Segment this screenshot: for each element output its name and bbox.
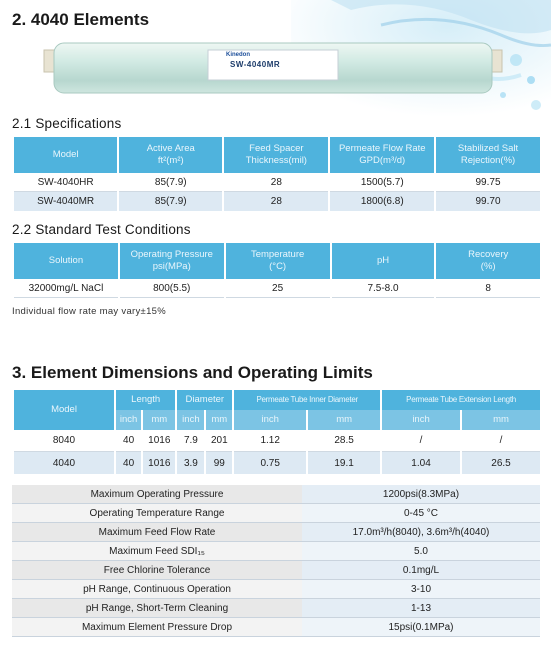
- dim-header-length: Length: [116, 390, 175, 410]
- spec-header-permeate-flow: Permeate Flow Rate GPD(m³/d): [330, 137, 434, 173]
- table-cell: SW-4040MR: [14, 192, 117, 211]
- operating-limits-table: [12, 485, 540, 637]
- dim-header-model: Model: [14, 390, 114, 430]
- table-cell: 1.12: [234, 430, 306, 452]
- test-conditions-table: [12, 243, 542, 298]
- table-cell: 40: [116, 430, 141, 452]
- specifications-table: [12, 137, 542, 211]
- spec-header-salt-rejection: Stabilized Salt Rejection(%): [436, 137, 540, 173]
- table-cell: 25: [226, 279, 330, 298]
- dim-header-permeate-extension-length: Permeate Tube Extension Length: [382, 390, 540, 410]
- limit-label: Maximum Operating Pressure: [12, 485, 302, 504]
- table-row: [12, 504, 540, 523]
- table-row: [14, 279, 540, 298]
- membrane-label-brand: Kinedon: [226, 52, 250, 58]
- test-header-temperature: Temperature (°C): [226, 243, 330, 279]
- table-cell: 1500(5.7): [330, 173, 434, 192]
- table-cell: 201: [206, 430, 232, 452]
- table-cell: 32000mg/L NaCl: [14, 279, 118, 298]
- membrane-label-model: SW-4040MR: [230, 60, 281, 69]
- specifications-title: 2.1 Specifications: [12, 116, 122, 131]
- limit-label: pH Range, Continuous Operation: [12, 580, 302, 599]
- table-cell: 1016: [143, 430, 175, 452]
- limit-value: 15psi(0.1MPa): [302, 618, 540, 637]
- table-row: [14, 192, 540, 211]
- limit-value: 17.0m³/h(8040), 3.6m³/h(4040): [302, 523, 540, 542]
- unit-mm: mm: [308, 410, 380, 430]
- dim-header-permeate-inner-diameter: Permeate Tube Inner Diameter: [234, 390, 380, 410]
- table-cell: 800(5.5): [120, 279, 224, 298]
- table-cell: 28: [224, 173, 328, 192]
- table-cell: 7.9: [177, 430, 204, 452]
- table-cell: 99.70: [436, 192, 540, 211]
- limit-value: 0.1mg/L: [302, 561, 540, 580]
- table-row: [14, 452, 540, 474]
- test-conditions-title: 2.2 Standard Test Conditions: [12, 222, 191, 237]
- dimensions-table: [12, 390, 542, 474]
- table-cell: 1800(6.8): [330, 192, 434, 211]
- limit-value: 5.0: [302, 542, 540, 561]
- test-header-recovery: Recovery (%): [436, 243, 540, 279]
- section-3-title: 3. Element Dimensions and Operating Limits: [12, 363, 373, 382]
- membrane-element-image: [38, 40, 508, 98]
- table-row: [12, 523, 540, 542]
- test-header-ph: pH: [332, 243, 435, 279]
- test-header-solution: Solution: [14, 243, 118, 279]
- unit-mm: mm: [206, 410, 232, 430]
- limit-label: Maximum Feed SDI₁₅: [12, 542, 302, 561]
- table-cell: 99: [206, 452, 232, 474]
- table-cell: 26.5: [462, 452, 540, 474]
- table-cell: SW-4040HR: [14, 173, 117, 192]
- limit-label: Maximum Element Pressure Drop: [12, 618, 302, 637]
- dim-header-diameter: Diameter: [177, 390, 232, 410]
- limit-label: pH Range, Short-Term Cleaning: [12, 599, 302, 618]
- table-cell: /: [382, 430, 460, 452]
- limit-value: 0-45 °C: [302, 504, 540, 523]
- unit-inch: inch: [382, 410, 460, 430]
- limit-value: 1200psi(8.3MPa): [302, 485, 540, 504]
- spec-header-feed-spacer: Feed Spacer Thickness(mil): [224, 137, 328, 173]
- table-cell: 4040: [14, 452, 114, 474]
- limit-value: 3-10: [302, 580, 540, 599]
- limit-label: Operating Temperature Range: [12, 504, 302, 523]
- table-cell: 85(7.9): [119, 192, 222, 211]
- unit-inch: inch: [177, 410, 204, 430]
- table-cell: 8: [436, 279, 540, 298]
- limit-label: Maximum Feed Flow Rate: [12, 523, 302, 542]
- table-cell: 99.75: [436, 173, 540, 192]
- unit-inch: inch: [116, 410, 141, 430]
- table-cell: /: [462, 430, 540, 452]
- limit-value: 1-13: [302, 599, 540, 618]
- spec-header-model: Model: [14, 137, 117, 173]
- table-row: [14, 430, 540, 452]
- limit-label: Free Chlorine Tolerance: [12, 561, 302, 580]
- unit-mm: mm: [143, 410, 175, 430]
- table-cell: 28: [224, 192, 328, 211]
- table-cell: 28.5: [308, 430, 380, 452]
- table-row: [12, 542, 540, 561]
- table-row: [12, 580, 540, 599]
- table-row: [12, 561, 540, 580]
- table-cell: 19.1: [308, 452, 380, 474]
- table-cell: 85(7.9): [119, 173, 222, 192]
- test-header-pressure: Operating Pressure psi(MPa): [120, 243, 224, 279]
- flow-rate-note: Individual flow rate may vary±15%: [12, 306, 166, 317]
- section-2-title: 2. 4040 Elements: [12, 10, 150, 29]
- table-cell: 1016: [143, 452, 175, 474]
- table-cell: 0.75: [234, 452, 306, 474]
- unit-inch: inch: [234, 410, 306, 430]
- table-cell: 1.04: [382, 452, 460, 474]
- table-cell: 3.9: [177, 452, 204, 474]
- spec-header-active-area: Active Area ft²(m²): [119, 137, 222, 173]
- table-cell: 40: [116, 452, 141, 474]
- table-row: [14, 173, 540, 192]
- unit-mm: mm: [462, 410, 540, 430]
- table-row: [12, 618, 540, 637]
- table-row: [12, 485, 540, 504]
- table-cell: 8040: [14, 430, 114, 452]
- table-cell: 7.5-8.0: [332, 279, 435, 298]
- table-row: [12, 599, 540, 618]
